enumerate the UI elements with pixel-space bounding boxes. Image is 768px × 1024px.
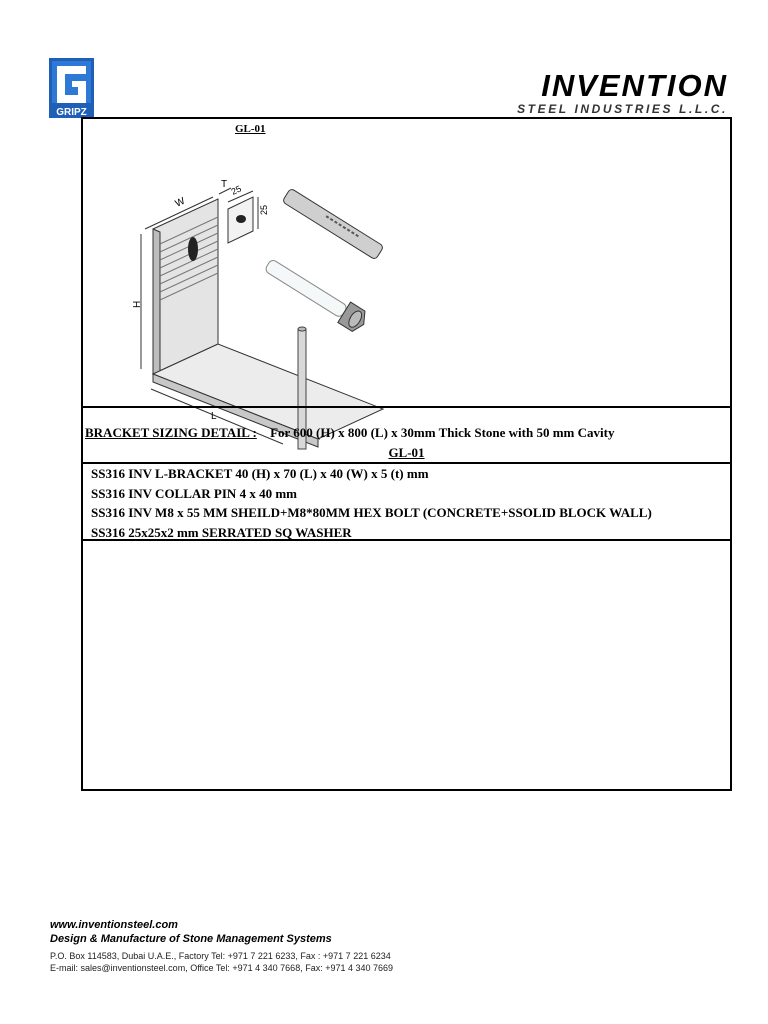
dim-25a-label: 25 bbox=[229, 183, 243, 197]
parts-list bbox=[91, 464, 652, 542]
gripz-logo bbox=[49, 58, 94, 118]
dim-h-label: H bbox=[132, 300, 143, 308]
list-item: SS316 25x25x2 mm SERRATED SQ WASHER bbox=[91, 524, 352, 540]
dim-l-label: L bbox=[211, 411, 217, 422]
sizing-description: For 600 (H) x 800 (L) x 30mm Thick Stone with 50 mm Cavity bbox=[270, 425, 615, 440]
footer-address: P.O. Box 114583, Dubai U.A.E., Factory Tel: +971 7 221 6233, Fax : +971 7 221 6234 bbox=[50, 951, 391, 961]
divider-3 bbox=[83, 539, 730, 541]
sizing-detail bbox=[85, 425, 614, 441]
footer-tagline: Design & Manufacture of Stone Management Systems bbox=[50, 933, 332, 945]
sizing-label: BRACKET SIZING DETAIL : bbox=[85, 425, 257, 440]
spec-frame bbox=[81, 117, 732, 791]
company-name: INVENTION bbox=[541, 68, 728, 103]
footer-website[interactable]: www.inventionsteel.com bbox=[50, 919, 178, 931]
dim-w-label: W bbox=[173, 195, 187, 210]
divider-1 bbox=[83, 406, 730, 408]
footer-contact: E-mail: sales@inventionsteel.com, Office Tel: +971 4 340 7668, Fax: +971 4 340 7669 bbox=[50, 963, 394, 973]
logo-text: GRIPZ bbox=[56, 107, 87, 118]
dim-t-label: T bbox=[221, 179, 228, 190]
drawing-title: GL-01 bbox=[235, 123, 266, 135]
list-item: SS316 INV M8 x 55 MM SHEILD+M8*80MM HEX BOLT (CONCRETE+SSOLID BLOCK WALL) bbox=[91, 505, 652, 520]
bracket-drawing bbox=[132, 149, 433, 422]
list-item: SS316 INV L-BRACKET 40 (H) x 70 (L) x 40 (W) x 5 (t) mm bbox=[91, 466, 429, 481]
dim-25b-label: 25 bbox=[259, 204, 269, 215]
list-item: SS316 INV COLLAR PIN 4 x 40 mm bbox=[91, 485, 297, 501]
company-subtitle: STEEL INDUSTRIES L.L.C. bbox=[517, 102, 728, 116]
sizing-code: GL-01 bbox=[388, 445, 425, 460]
company-brand bbox=[488, 70, 728, 116]
footer bbox=[50, 918, 393, 974]
